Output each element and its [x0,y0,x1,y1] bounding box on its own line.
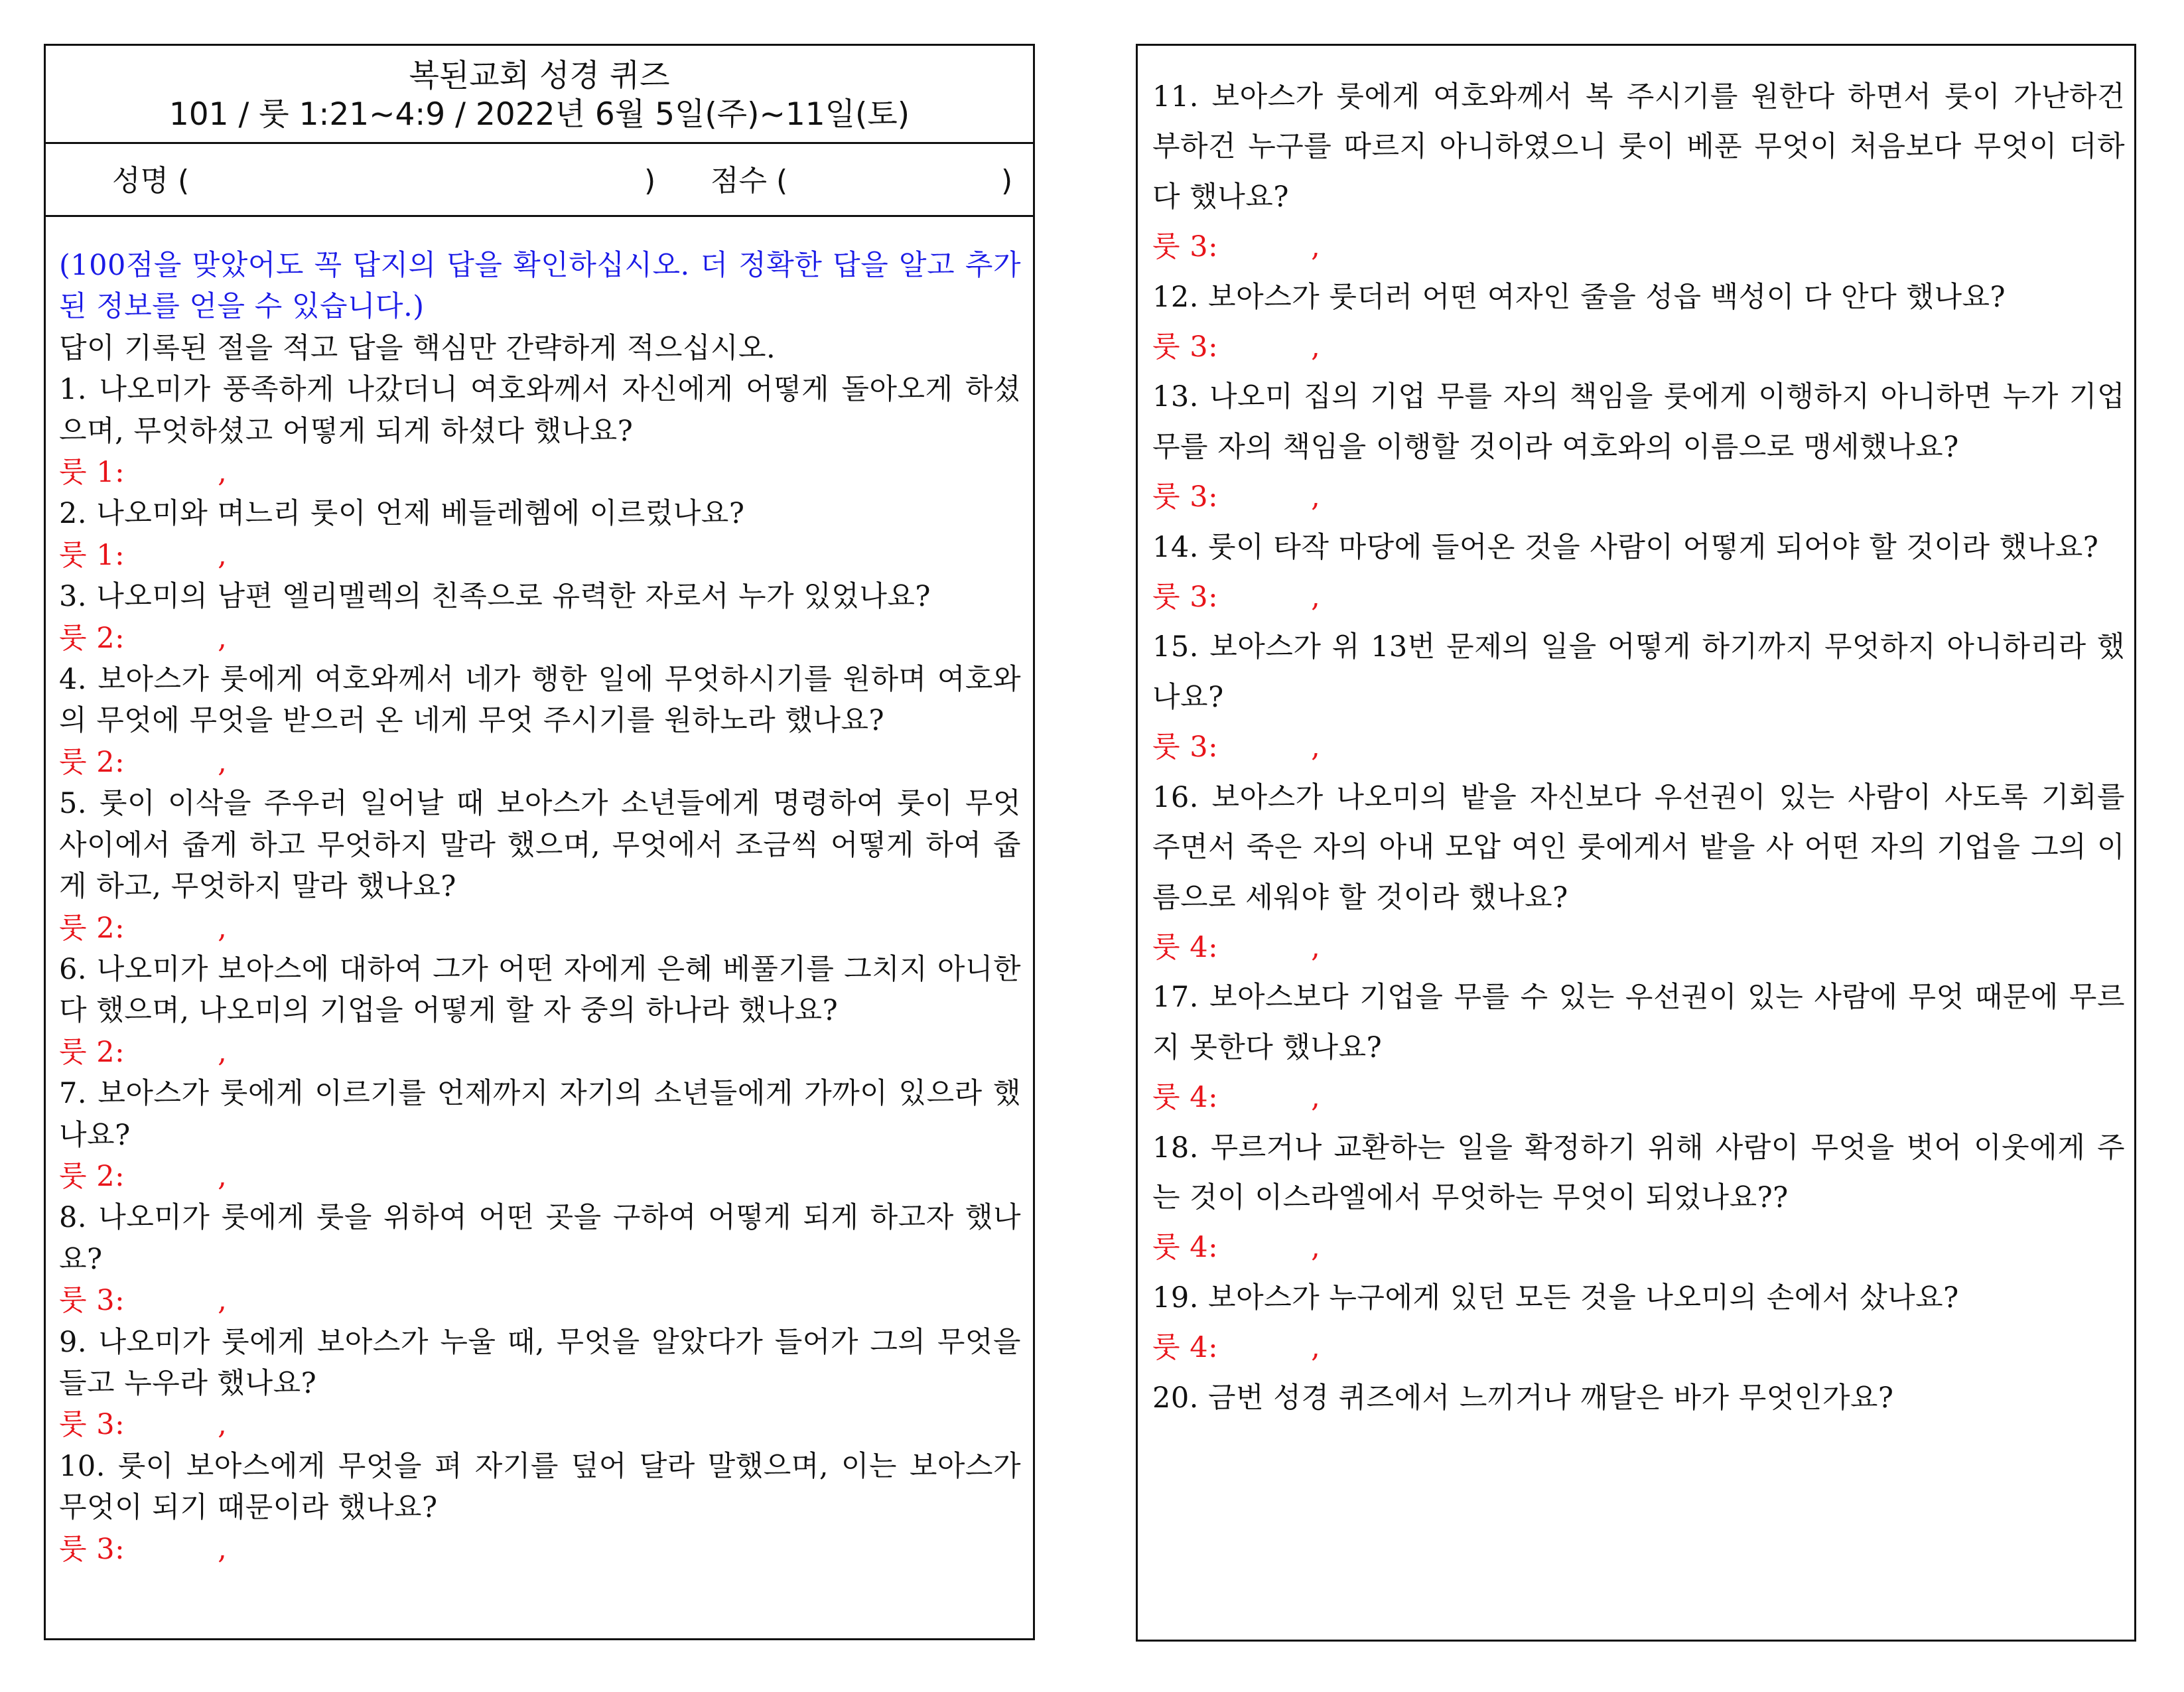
question-text: 1. 나오미가 풍족하게 나갔더니 여호와께서 자신에게 어떻게 돌아오게 하셨으며, 무엇하셨고 어떻게 되게 하셨다 했나요? [59,373,1021,448]
verse-ref: 룻 3: [59,1532,125,1566]
verse-ref: 룻 2: [59,745,125,779]
answer-reference[interactable] [59,452,1021,493]
score-close: ) [1001,164,1013,198]
question-text: 10. 룻이 보아스에게 무엇을 펴 자기를 덮어 달라 말했으며, 이는 보아스가 무엇이 되기 때문이라 했나요? [59,1449,1021,1525]
question-text: 7. 보아스가 룻에게 이르기를 언제까지 자기의 소년들에게 가까이 있으라 했나요? [59,1077,1021,1152]
answer-separator: , [218,911,228,945]
answer-reference[interactable] [1152,1223,2125,1273]
answer-reference[interactable] [59,1404,1021,1445]
quiz-header [46,46,1033,144]
name-label: 성명 ( [112,164,190,198]
verse-ref: 룻 3: [1152,230,1219,264]
quiz-left-column [44,44,1035,1640]
answer-reference[interactable] [59,618,1021,659]
quiz-right-column [1136,44,2136,1642]
verse-ref: 룻 3: [1152,731,1219,764]
answer-separator: , [218,538,228,572]
answer-reference[interactable] [1152,322,2125,372]
answer-separator: , [218,1532,228,1566]
question-text: 14. 룻이 타작 마당에 들어온 것을 사람이 어떻게 되어야 할 것이라 했나요? [1152,530,2099,564]
answer-check-note: (100점을 맞았어도 꼭 답지의 답을 확인하십시오. 더 정확한 답을 알고 추가된 정보를 얻을 수 있습니다.) [59,249,1021,324]
right-question-list [1152,72,2125,1423]
answer-separator: , [218,1408,228,1442]
verse-ref: 룻 2: [59,1159,125,1193]
name-score-row [46,144,1033,217]
answer-reference[interactable] [1152,923,2125,973]
answer-reference[interactable] [1152,723,2125,772]
answer-separator: , [218,1284,228,1318]
answer-separator: , [1311,1231,1321,1265]
verse-ref: 룻 4: [1152,930,1219,964]
question-text: 3. 나오미의 남편 엘리멜렉의 친족으로 유력한 자로서 누가 있었나요? [59,580,931,614]
answer-reference[interactable] [59,535,1021,576]
verse-ref: 룻 2: [59,911,125,945]
question-text: 12. 보아스가 룻더러 어떤 여자인 줄을 성읍 백성이 다 안다 했나요? [1152,280,2006,314]
verse-ref: 룻 1: [59,456,125,490]
answer-separator: , [1311,930,1321,964]
question-text: 20. 금번 성경 퀴즈에서 느끼거나 깨달은 바가 무엇인가요? [1152,1381,1894,1415]
left-question-list [59,245,1021,1570]
answer-reference[interactable] [59,742,1021,783]
answer-reference[interactable] [59,908,1021,949]
answer-reference[interactable] [59,1032,1021,1073]
answer-separator: , [218,621,228,655]
answer-separator: , [218,456,228,490]
answer-separator: , [218,1159,228,1193]
answer-separator: , [1311,1081,1321,1115]
verse-ref: 룻 2: [59,1035,125,1069]
question-text: 6. 나오미가 보아스에 대하여 그가 어떤 자에게 은혜 베풀기를 그치지 아니한다 했으며, 나오미의 기업을 어떻게 할 자 중의 하나라 했나요? [59,952,1021,1028]
answer-separator: , [1311,581,1321,614]
name-close: ) [644,164,656,198]
answer-reference[interactable] [1152,472,2125,522]
question-text: 16. 보아스가 나오미의 밭을 자신보다 우선권이 있는 사람이 사도록 기회를 주면서 죽은 자의 아내 모압 여인 룻에게서 밭을 사 어떤 자의 기업을 그의 이름으로 세워야 할 것이라 했나요? [1152,780,2125,914]
answer-separator: , [1311,731,1321,764]
question-text: 15. 보아스가 위 13번 문제의 일을 어떻게 하기까지 무엇하지 아니하리라 했나요? [1152,630,2125,714]
question-text: 17. 보아스보다 기업을 무를 수 있는 우선권이 있는 사람에 무엇 때문에 무르지 못한다 했나요? [1152,981,2125,1064]
question-text: 18. 무르거나 교환하는 일을 확정하기 위해 사람이 무엇을 벗어 이웃에게 주는 것이 이스라엘에서 무엇하는 무엇이 되었나요?? [1152,1131,2125,1214]
question-text: 11. 보아스가 룻에게 여호와께서 복 주시기를 원한다 하면서 룻이 가난하건 부하건 누구를 따르지 아니하였으니 룻이 베푼 무엇이 처음보다 무엇이 더하다 했나요? [1152,80,2125,214]
instruction-text: 답이 기록된 절을 적고 답을 핵심만 간략하게 적으십시오. [59,331,776,365]
answer-reference[interactable] [59,1156,1021,1197]
verse-ref: 룻 3: [59,1284,125,1318]
name-input[interactable] [243,164,628,198]
verse-ref: 룻 4: [1152,1081,1219,1115]
verse-ref: 룻 3: [59,1408,125,1442]
answer-separator: , [218,1035,228,1069]
question-text: 8. 나오미가 룻에게 룻을 위하여 어떤 곳을 구하여 어떻게 되게 하고자 했나요? [59,1201,1021,1276]
verse-ref: 룻 4: [1152,1231,1219,1265]
verse-ref: 룻 3: [1152,330,1219,364]
answer-separator: , [1311,330,1321,364]
answer-separator: , [1311,480,1321,514]
question-text: 9. 나오미가 룻에게 보아스가 누울 때, 무엇을 알았다가 들어가 그의 무엇을 들고 누우라 했나요? [59,1325,1021,1400]
verse-ref: 룻 1: [59,538,125,572]
quiz-title: 복된교회 성경 퀴즈 [409,58,670,94]
score-input[interactable] [814,164,980,198]
verse-ref: 룻 3: [1152,480,1219,514]
answer-separator: , [1311,1331,1321,1365]
question-text: 4. 보아스가 룻에게 여호와께서 네가 행한 일에 무엇하시기를 원하며 여호와의 무엇에 무엇을 받으러 온 네게 무엇 주시기를 원하노라 했나요? [59,663,1021,738]
answer-reference[interactable] [1152,222,2125,272]
answer-reference[interactable] [1152,1073,2125,1123]
verse-ref: 룻 3: [1152,581,1219,614]
verse-ref: 룻 2: [59,621,125,655]
answer-reference[interactable] [1152,1323,2125,1373]
quiz-subtitle: 101 / 룻 1:21~4:9 / 2022년 6월 5일(주)~11일(토) [169,96,910,133]
answer-reference[interactable] [59,1529,1021,1570]
answer-separator: , [1311,230,1321,264]
answer-reference[interactable] [59,1280,1021,1321]
answer-reference[interactable] [1152,573,2125,622]
question-text: 5. 룻이 이삭을 주우러 일어날 때 보아스가 소년들에게 명령하여 룻이 무엇 사이에서 줍게 하고 무엇하지 말라 했으며, 무엇에서 조금씩 어떻게 하여 줍게 하고, 무엇하지 말라 했나요? [59,787,1021,904]
question-text: 19. 보아스가 누구에게 있던 모든 것을 나오미의 손에서 샀나요? [1152,1281,1959,1314]
left-questions [59,369,1021,1570]
right-questions [1152,72,2125,1423]
question-text: 2. 나오미와 며느리 룻이 언제 베들레헴에 이르렀나요? [59,497,745,531]
score-label: 점수 ( [711,164,788,198]
answer-separator: , [218,745,228,779]
question-text: 13. 나오미 집의 기업 무를 자의 책임을 룻에게 이행하지 아니하면 누가 기업 무를 자의 책임을 이행할 것이라 여호와의 이름으로 맹세했나요? [1152,380,2125,464]
verse-ref: 룻 4: [1152,1331,1219,1365]
